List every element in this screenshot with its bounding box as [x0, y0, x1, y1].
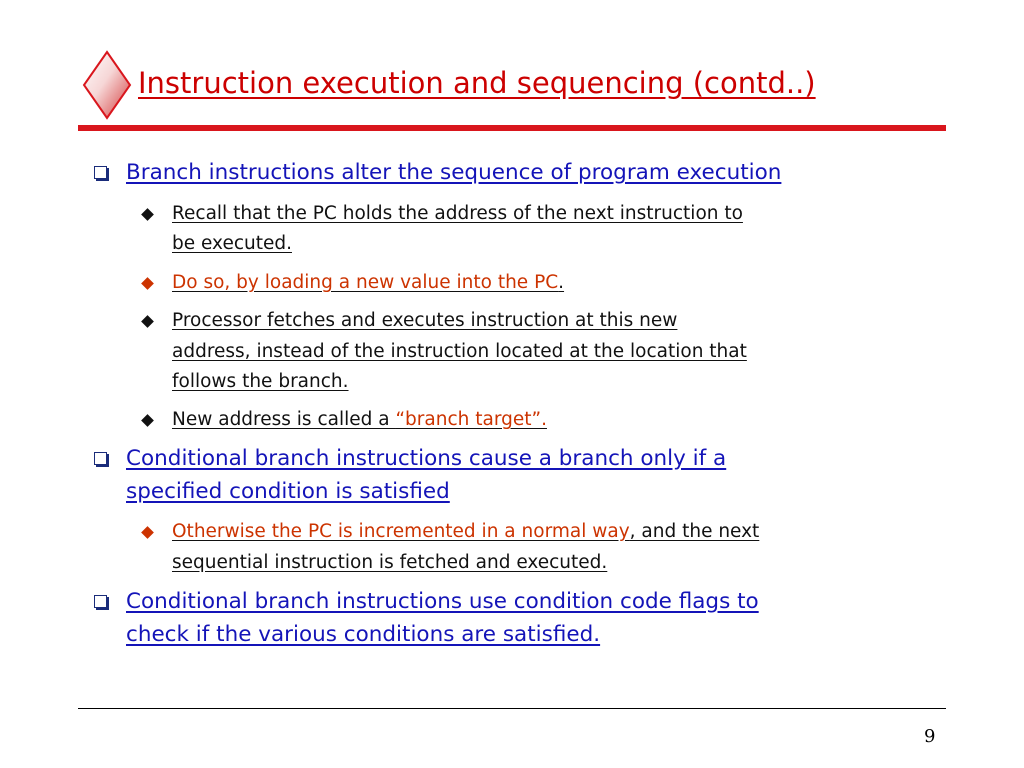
square-bullet-icon	[94, 452, 107, 465]
bullet-1-sub-3-line-2: address, instead of the instruction located at the location that	[172, 341, 747, 362]
bullet-1-sub-2-black-text: .	[558, 272, 565, 293]
bullet-1-text: Branch instructions alter the sequence of program execution	[126, 160, 782, 185]
title-divider	[78, 125, 946, 131]
bullet-1-sub-1-line-1: Recall that the PC holds the address of the next instruction to	[172, 203, 743, 224]
bullet-2-sub-1-red-text: Otherwise the PC is incremented in a normal way	[172, 521, 630, 542]
diamond-icon	[82, 50, 132, 120]
page-number: 9	[924, 726, 936, 747]
bullet-1-sub-4-black-text: New address is called a	[172, 409, 396, 430]
square-bullet-icon	[94, 166, 107, 179]
square-bullet-icon	[94, 595, 107, 608]
bullet-3-line-2: check if the various conditions are satisfied.	[126, 622, 601, 647]
diamond-bullet-icon	[141, 526, 154, 539]
slide-title: Instruction execution and sequencing (contd..)	[138, 66, 816, 100]
bullet-1-sub-1-line-2: be executed.	[172, 233, 292, 254]
bullet-2-line-1: Conditional branch instructions cause a branch only if a	[126, 446, 727, 471]
bullet-1-sub-4-red-text: “branch target”.	[395, 409, 547, 430]
bullet-2-line-2: specified condition is satisfied	[126, 479, 450, 504]
bullet-1-sub-2-red-text: Do so, by loading a new value into the PC	[172, 272, 559, 293]
bullet-1-sub-4	[172, 404, 547, 435]
diamond-bullet-icon	[141, 277, 154, 290]
bullet-2-sub-1-line-2: sequential instruction is fetched and executed.	[172, 552, 608, 573]
bullet-3-line-1: Conditional branch instructions use condition code flags to	[126, 589, 759, 614]
bullet-1-sub-3-line-1: Processor fetches and executes instruction at this new	[172, 310, 678, 331]
bullet-2-sub-1-line-1	[172, 516, 759, 547]
footer-divider	[78, 708, 946, 709]
bullet-1-sub-3-line-3: follows the branch.	[172, 371, 349, 392]
diamond-bullet-icon	[141, 414, 154, 427]
bullet-2-sub-1-black-text: , and the next	[629, 521, 760, 542]
diamond-bullet-icon	[141, 315, 154, 328]
diamond-bullet-icon	[141, 208, 154, 221]
bullet-1-sub-2	[172, 267, 564, 298]
